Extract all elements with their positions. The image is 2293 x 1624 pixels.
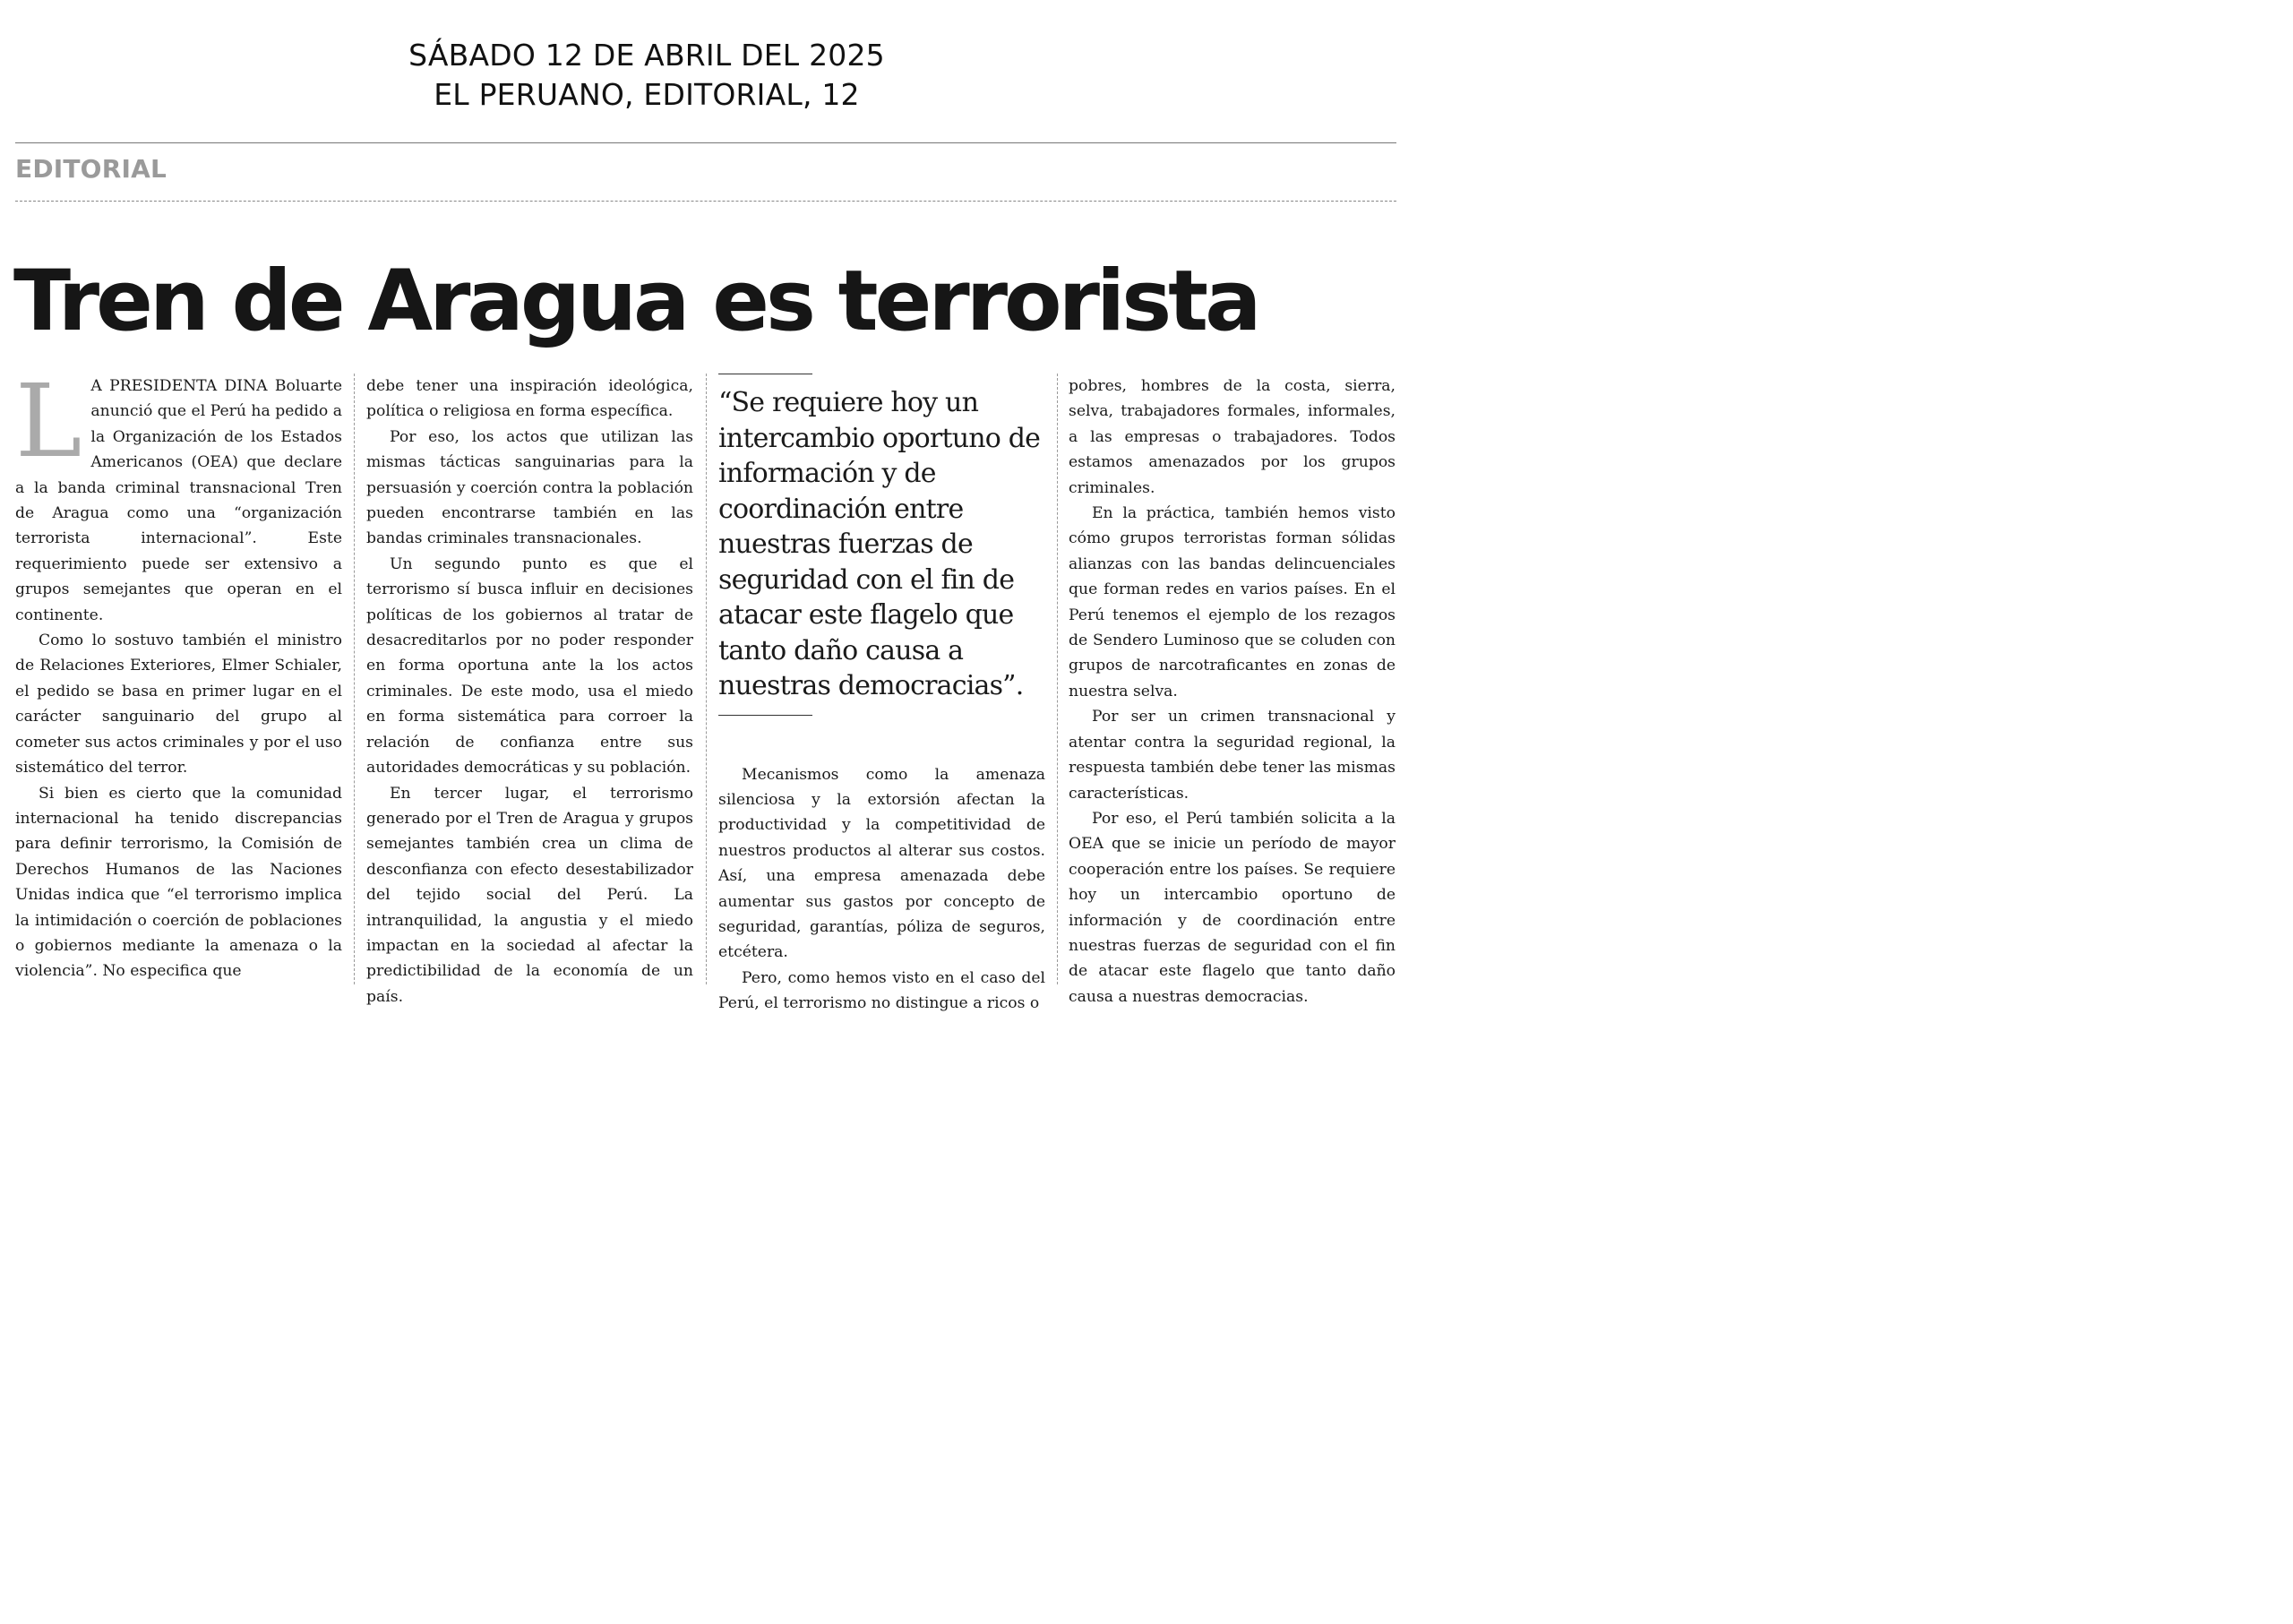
- paragraph: Mecanismos como la amenaza silenciosa y la extorsión afectan la productividad y la competitividad de nuestros productos al alterar sus costos. Así, una empresa amenazada debe aumentar sus gastos por concepto de seguridad, garantías, póliza de seguros, etcétera.: [718, 765, 1045, 962]
- pullquote: “Se requiere hoy un intercambio oportuno de información y de coordinación entre nuestras fuerzas de seguridad con el fin de atacar este flagelo que tanto daño causa a nuestras democracias”.: [718, 387, 1041, 701]
- top-rule: [15, 142, 1396, 143]
- article-column-1: [15, 364, 342, 984]
- paragraph: Como lo sostuvo también el ministro de Relaciones Exteriores, Elmer Schialer, el pedido se basa en primer lugar en el carácter sanguinario del grupo al cometer sus actos criminales y por el uso sistemático del terror.: [15, 632, 342, 778]
- dateline-source: EL PERUANO, EDITORIAL, 12: [434, 77, 860, 112]
- pullquote-spacer: [718, 716, 1045, 762]
- paragraph: Pero, como hemos visto en el caso del Perú, el terrorismo no distingue a ricos o: [718, 968, 1045, 1013]
- paragraph-text: A PRESIDENTA DINA Boluarte anunció que el Perú ha pedido a la Organización de los Estados Americanos (OEA) que declare a la banda criminal transnacional Tren de Aragua como una “organización terrorista internacional”. Este requerimiento puede ser extensivo a grupos semejantes que operan en el continente.: [15, 377, 342, 624]
- article-column-3: [718, 374, 1045, 1017]
- paragraph: Si bien es cierto que la comunidad internacional ha tenido discrepancias para definir terrorismo, la Comisión de Derechos Humanos de las Naciones Unidas indica que “el terrorismo implica la intimidación o coerción de poblaciones o gobiernos mediante la amenaza o la violencia”. No especifica que: [15, 784, 342, 981]
- article-column-2: [366, 374, 693, 1010]
- article-column-4: [1069, 374, 1396, 1010]
- dateline: [0, 36, 1293, 115]
- paragraph: Por eso, los actos que utilizan las mismas tácticas sanguinarias para la persuasión y coerción contra la población pueden encontrarse también en las bandas criminales transnacionales.: [366, 427, 693, 548]
- dateline-date: SÁBADO 12 DE ABRIL DEL 2025: [408, 38, 885, 73]
- drop-cap: L: [15, 364, 82, 480]
- paragraph: Por ser un crimen transnacional y atentar contra la seguridad regional, la respuesta también debe tener las mismas características.: [1069, 708, 1396, 803]
- column-divider: [706, 374, 707, 984]
- section-divider: [15, 201, 1396, 202]
- paragraph: Un segundo punto es que el terrorismo sí busca influir en decisiones políticas de los gobiernos al tratar de desacreditarlos por no poder responder en forma oportuna ante la los actos criminales. De este modo, usa el miedo en forma sistemática para corroer la relación de confianza entre sus autoridades democráticas y su población.: [366, 554, 693, 778]
- paragraph: pobres, hombres de la costa, sierra, selva, trabajadores formales, informales, a las empresas o trabajadores. Todos estamos amenazados por los grupos criminales.: [1069, 377, 1396, 497]
- section-label: EDITORIAL: [15, 154, 167, 184]
- headline: Tren de Aragua es terrorista: [13, 253, 1258, 350]
- paragraph: debe tener una inspiración ideológica, política o religiosa en forma específica.: [366, 377, 693, 421]
- paragraph: En tercer lugar, el terrorismo generado por el Tren de Aragua y grupos semejantes también crea un clima de desconfianza con efecto desestabilizador del tejido social del Perú. La intranquilidad, la angustia y el miedo impactan en la sociedad al afectar la predictibilidad de la economía de un país.: [366, 784, 693, 1006]
- column-divider: [354, 374, 355, 984]
- paragraph: [15, 364, 342, 628]
- paragraph: En la práctica, también hemos visto cómo grupos terroristas forman sólidas alianzas con las bandas delincuenciales que forman redes en varios países. En el Perú tenemos el ejemplo de los rezagos de Sendero Luminoso que se coluden con grupos de narcotraficantes en zonas de nuestra selva.: [1069, 504, 1396, 700]
- column-divider: [1057, 374, 1058, 984]
- paragraph: Por eso, el Perú también solicita a la OEA que se inicie un período de mayor cooperación entre los países. Se requiere hoy un intercambio oportuno de información y de coordinación entre nuestras fuerzas de seguridad con el fin de atacar este flagelo que tanto daño causa a nuestras democracias.: [1069, 809, 1396, 1006]
